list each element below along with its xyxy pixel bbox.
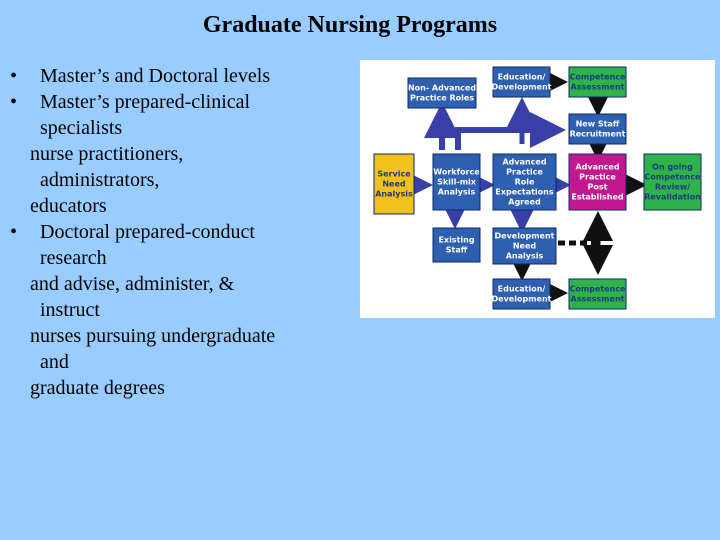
box-label: Need bbox=[512, 241, 537, 251]
arrow-development-to-post bbox=[558, 216, 598, 243]
box-label: Advanced bbox=[575, 162, 620, 172]
process-diagram bbox=[360, 60, 715, 318]
bullet-item bbox=[10, 89, 350, 115]
box-ongoing bbox=[644, 154, 701, 210]
box-label: New Staff bbox=[575, 119, 620, 129]
box-label: Practice bbox=[506, 167, 543, 177]
box-education-top bbox=[492, 67, 552, 97]
box-workforce bbox=[433, 154, 480, 210]
box-label: Education/ bbox=[497, 284, 546, 294]
box-label: Analysis bbox=[437, 187, 476, 197]
box-label: Agreed bbox=[508, 197, 541, 207]
box-label: Post bbox=[587, 182, 608, 192]
box-label: Role bbox=[514, 177, 535, 187]
bullet-continuation: and bbox=[40, 351, 69, 373]
bullet-continuation: administrators, bbox=[40, 169, 160, 191]
box-label: Assessment bbox=[570, 82, 625, 92]
bullet-continuation: instruct bbox=[40, 299, 100, 321]
bullet-continuation: specialists bbox=[40, 117, 123, 139]
box-label: Established bbox=[571, 192, 624, 202]
bullet-marker: • bbox=[10, 65, 18, 87]
box-label: Competence bbox=[569, 72, 626, 82]
box-advanced-post bbox=[569, 154, 626, 210]
box-existing-staff bbox=[433, 228, 480, 262]
box-non-advanced bbox=[408, 78, 476, 108]
box-label: Service bbox=[377, 169, 411, 179]
box-new-staff bbox=[569, 114, 626, 144]
bullet-item bbox=[10, 63, 350, 89]
box-label: Advanced bbox=[502, 157, 547, 167]
box-label: Development bbox=[491, 294, 552, 304]
box-label: Practice bbox=[579, 172, 616, 182]
box-label: Non- Advanced bbox=[407, 83, 477, 93]
slide-title: Graduate Nursing Programs bbox=[202, 12, 498, 38]
bullet-continuation: nurse practitioners, bbox=[30, 143, 184, 165]
box-label: Need bbox=[382, 179, 406, 189]
bullet-continuation: graduate degrees bbox=[30, 377, 165, 399]
diagram-canvas bbox=[360, 60, 715, 318]
box-development-need bbox=[493, 228, 556, 264]
bullet-item bbox=[10, 219, 350, 245]
box-label: Analysis bbox=[375, 189, 413, 199]
box-label: Review/ bbox=[654, 182, 691, 192]
diagram-boxes bbox=[374, 67, 701, 309]
bullet-text: Master’s prepared-clinical bbox=[40, 91, 251, 113]
box-label: Competence bbox=[569, 284, 626, 294]
box-label: Recruitment bbox=[569, 129, 626, 139]
bullet-text: Master’s and Doctoral levels bbox=[40, 65, 271, 87]
bullet-continuation: research bbox=[40, 247, 107, 269]
box-label: Skill-mix bbox=[437, 177, 476, 187]
box-label: Development bbox=[491, 82, 552, 92]
box-advanced-role bbox=[493, 154, 556, 210]
box-label: Practice Roles bbox=[409, 93, 475, 103]
box-label: Existing bbox=[438, 235, 475, 245]
bullet-list bbox=[10, 63, 350, 401]
arrow-to-newstaff bbox=[458, 130, 560, 150]
bullet-marker: • bbox=[10, 91, 18, 113]
box-label: Education/ bbox=[497, 72, 546, 82]
box-education-bottom bbox=[492, 279, 552, 309]
box-label: Competence bbox=[644, 172, 701, 182]
bullet-continuation: and advise, administer, & bbox=[30, 273, 235, 295]
bullet-marker: • bbox=[10, 221, 18, 243]
box-label: Revalidation bbox=[644, 192, 701, 202]
box-competence-bottom bbox=[569, 279, 626, 309]
box-label: Analysis bbox=[505, 251, 544, 261]
box-label: Workforce bbox=[433, 167, 480, 177]
box-label: Development bbox=[494, 231, 555, 241]
box-service-need bbox=[374, 154, 414, 214]
bullet-continuation: nurses pursuing undergraduate bbox=[30, 325, 276, 347]
box-competence-top bbox=[569, 67, 626, 97]
bullet-continuation: educators bbox=[30, 195, 107, 217]
box-label: On going bbox=[652, 162, 693, 172]
box-label: Staff bbox=[445, 245, 468, 255]
box-label: Expectations bbox=[495, 187, 554, 197]
bullet-text: Doctoral prepared-conduct bbox=[40, 221, 255, 243]
box-label: Assessment bbox=[570, 294, 625, 304]
